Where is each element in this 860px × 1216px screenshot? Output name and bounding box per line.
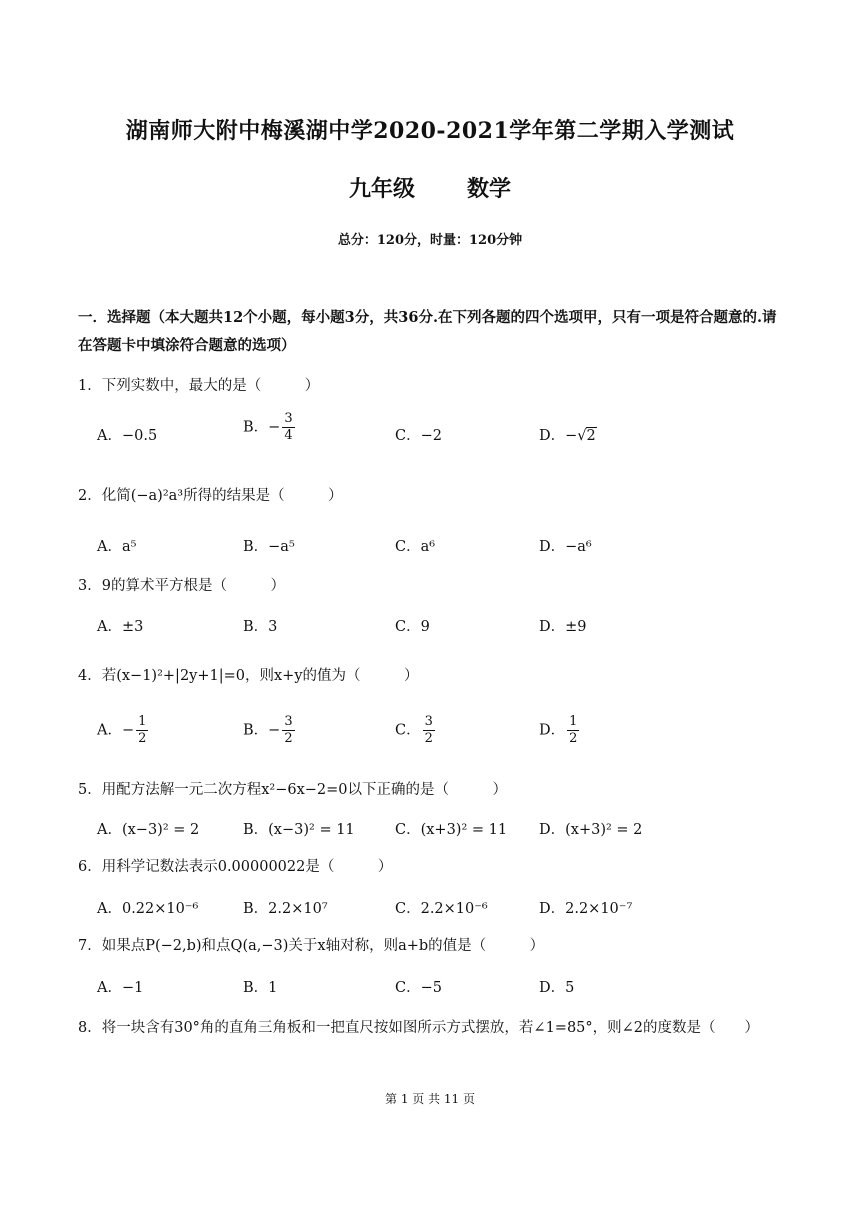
radicand: 2 [586, 428, 596, 444]
option-prefix: B．− [243, 722, 281, 739]
exam-meta: 总分：120分，时量：120分钟 [337, 233, 523, 248]
question-8-stem: 8．将一块含有30°角的直角三角板和一把直尺按如图所示方式摆放，若∠1=85°，则∠2的度数是（ ） [78, 1020, 760, 1036]
option-b: B．−a⁵ [243, 539, 295, 555]
question-6-stem: 6．用科学记数法表示0.00000022是（ ） [78, 859, 393, 875]
option-b [243, 411, 297, 444]
option-prefix: A．− [97, 722, 135, 739]
fraction [423, 714, 435, 747]
denominator: 2 [138, 731, 147, 746]
option-d: D．±9 [539, 619, 587, 635]
option-a: A．a⁵ [97, 539, 137, 555]
section-heading: 一．选择题（本大题共12个小题，每小题3分，共36分.在下列各题的四个选项甲，只有一项是符合题意的.请在答题卡中填涂符合题意的选项） [78, 309, 777, 354]
option-d: D．5 [539, 980, 575, 996]
option-a: A．−1 [97, 980, 144, 996]
question-7-stem: 7．如果点P(−2,b)和点Q(a,−3)关于x轴对称，则a+b的值是（ ） [78, 938, 545, 954]
option-d [539, 714, 581, 747]
option-b: B．3 [243, 619, 278, 635]
option-d: D．2.2×10⁻⁷ [539, 901, 633, 917]
option-a: A．0.22×10⁻⁶ [97, 901, 199, 917]
option-c: C．(x+3)² = 11 [395, 822, 508, 838]
question-1-stem: 1．下列实数中，最大的是（ ） [78, 378, 320, 394]
option-a [97, 714, 150, 747]
denominator: 4 [284, 428, 293, 443]
denominator: 2 [569, 731, 578, 746]
option-b: B．2.2×10⁷ [243, 901, 328, 917]
subject-label: 数学 [467, 176, 512, 202]
fraction [282, 411, 294, 444]
numerator: 1 [569, 714, 578, 729]
option-prefix: B．− [243, 419, 281, 436]
denominator: 2 [424, 731, 433, 746]
option-b: B．(x−3)² = 11 [243, 822, 355, 838]
option-c: C．9 [395, 619, 430, 635]
option-b [243, 714, 297, 747]
option-a: A．±3 [97, 619, 144, 635]
option-c: C．a⁶ [395, 539, 436, 555]
page-footer: 第 1 页 共 11 页 [385, 1092, 475, 1106]
option-a: A．(x−3)² = 2 [97, 822, 200, 838]
grade-label: 九年级 [348, 176, 415, 202]
exam-title: 湖南师大附中梅溪湖中学2020-2021学年第二学期入学测试 [125, 118, 735, 144]
fraction [282, 714, 294, 747]
question-2-stem: 2．化简(−a)²a³所得的结果是（ ） [78, 488, 343, 504]
option-prefix: D． [539, 722, 566, 739]
fraction [136, 714, 148, 747]
option-d: D．−a⁶ [539, 539, 592, 555]
numerator: 3 [284, 411, 293, 426]
numerator: 3 [284, 714, 293, 729]
option-d: D．−√2 [539, 428, 596, 444]
option-c: C．−2 [395, 428, 442, 444]
denominator: 2 [284, 731, 293, 746]
numerator: 1 [138, 714, 147, 729]
grade-subject-line [0, 172, 860, 203]
option-prefix: D．− [539, 428, 578, 444]
option-a: A．−0.5 [97, 428, 158, 444]
fraction [567, 714, 579, 747]
question-5-stem: 5．用配方法解一元二次方程x²−6x−2=0以下正确的是（ ） [78, 782, 508, 798]
numerator: 3 [424, 714, 433, 729]
question-4-stem: 4．若(x−1)²+|2y+1|=0，则x+y的值为（ ） [78, 668, 419, 684]
option-d: D．(x+3)² = 2 [539, 822, 643, 838]
option-prefix: C． [395, 722, 421, 739]
question-3-stem: 3．9的算术平方根是（ ） [78, 578, 285, 594]
option-c: C．−5 [395, 980, 442, 996]
option-b: B．1 [243, 980, 278, 996]
option-c: C．2.2×10⁻⁶ [395, 901, 488, 917]
option-c [395, 714, 437, 747]
